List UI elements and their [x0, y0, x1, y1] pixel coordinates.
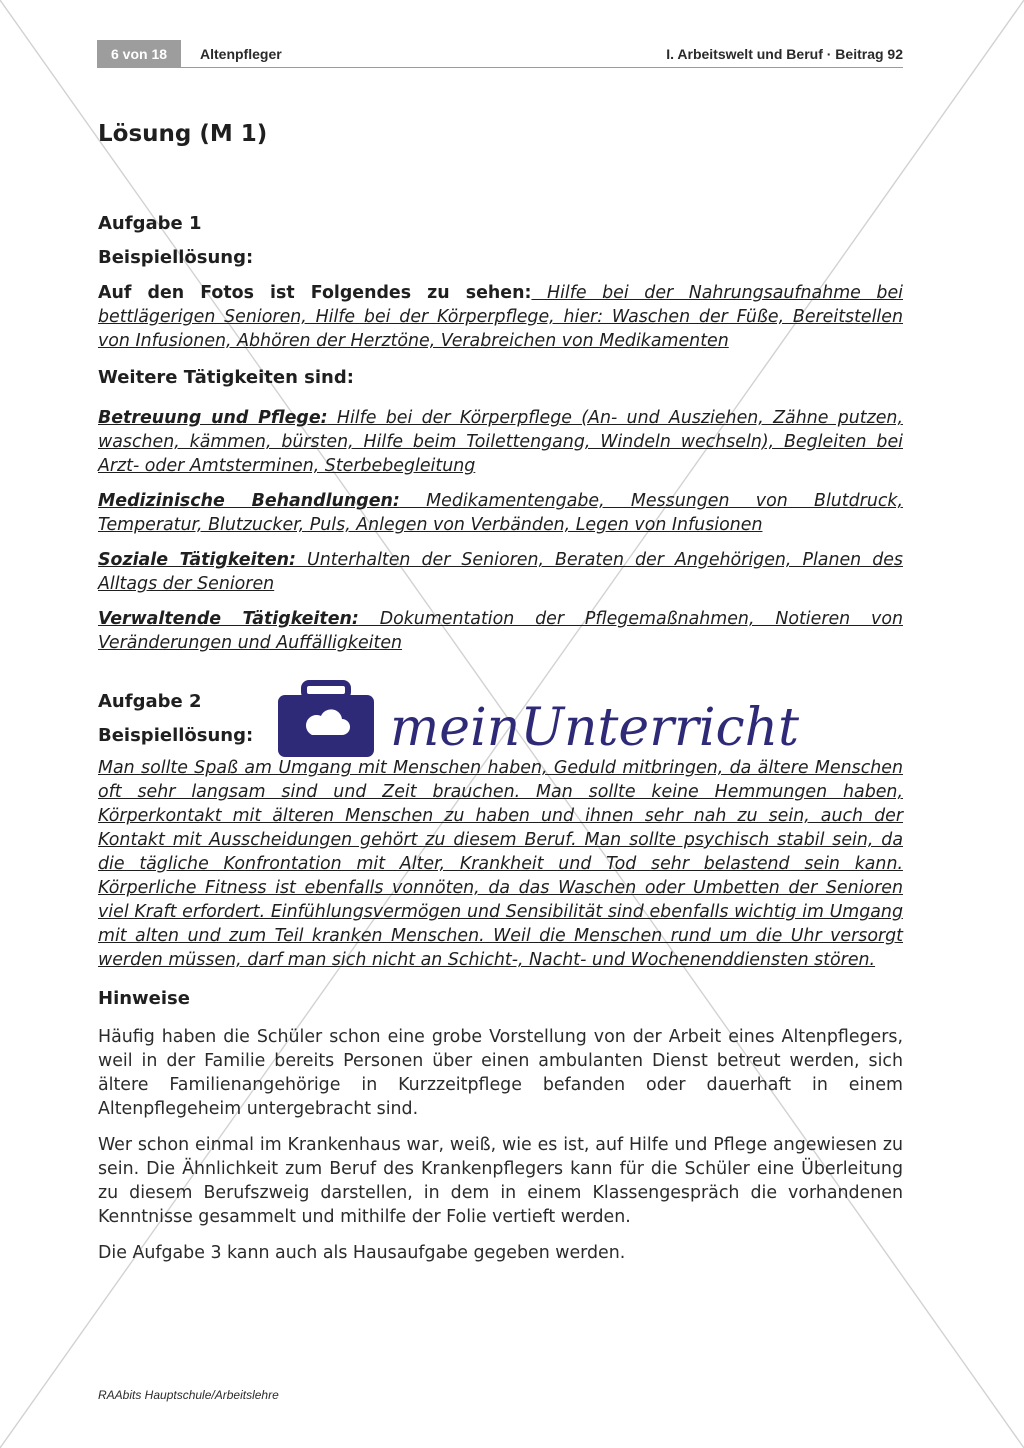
- fotos-paragraph: [98, 281, 903, 353]
- activity-item-verwaltend: [98, 607, 903, 655]
- aufgabe2-answer-text: Man sollte Spaß am Umgang mit Menschen haben, Geduld mitbringen, da ältere Menschen oft sehr langsam sind und Zeit brauchen. Man sollte keine Hemmungen haben, Körperkontakt mit älteren Menschen zu haben und ihnen sehr nah zu sein, auch der Kontakt mit Ausscheidungen gehört zu diesem Beruf. Man sollte psychisch stabil sein, da die tägliche Konfrontation mit Alter, Krankheit und Tod sehr belastend sein kann. Körperliche Fitness ist ebenfalls vonnöten, da das Waschen oder Umbetten der Senioren viel Kraft erfordert. Einfühlungsvermögen und Sensibilität sind ebenfalls wichtig im Umgang mit alten und zum Teil kranken Menschen. Weil die Menschen rund um die Uhr versorgt werden müssen, darf man sich nicht an Schicht-, Nacht- und Wochenenddiensten stören.: [98, 758, 903, 970]
- header-rule: [181, 67, 903, 68]
- aufgabe2-beispiel-heading: Beispiellösung:: [98, 725, 254, 746]
- activity-label: Betreuung und Pflege:: [98, 408, 328, 428]
- aufgabe1-beispiel-heading: Beispiellösung:: [98, 247, 254, 268]
- activity-text: Unterhalten der Senioren, Beraten der Angehörigen, Planen des Alltags der Senioren: [98, 550, 903, 594]
- activity-label: Soziale Tätigkeiten:: [98, 550, 296, 570]
- watermark-brand: meinUnterricht: [390, 698, 800, 758]
- hinweise-heading: Hinweise: [98, 988, 190, 1009]
- activity-text: Dokumentation der Pflegemaßnahmen, Notieren von Veränderungen und Auffälligkeiten: [98, 609, 903, 653]
- aufgabe1-heading: Aufgabe 1: [98, 213, 202, 234]
- activity-label: Medizinische Behandlungen:: [98, 491, 400, 511]
- aufgabe2-answer: [98, 756, 903, 972]
- meinunterricht-watermark: [278, 683, 800, 759]
- header-section: I. Arbeitswelt und Beruf · Beitrag 92: [666, 46, 903, 62]
- activity-text: Medikamentengabe, Messungen von Blutdruck, Temperatur, Blutzucker, Puls, Anlegen von Verbänden, Legen von Infusionen: [98, 491, 903, 535]
- hinweise-paragraph: Wer schon einmal im Krankenhaus war, weiß, wie es ist, auf Hilfe und Pflege angewiesen zu sein. Die Ähnlichkeit zum Beruf des Krankenpflegers kann für die Schüler eine Überleitung zu diesem Berufszweig darstellen, in dem in einem Klassengespräch die vorhandenen Kenntnisse gesammelt und mithilfe der Folie vertieft werden.: [98, 1135, 903, 1227]
- briefcase-cloud-icon: [278, 683, 374, 757]
- header-title: Altenpfleger: [200, 46, 282, 62]
- activity-text: Hilfe bei der Körperpflege (An- und Ausziehen, Zähne putzen, waschen, kämmen, bürsten, Hilfe beim Toilettengang, Windeln wechseln), Begleiten bei Arzt- oder Amtsterminen, Sterbebegleitung: [98, 408, 903, 476]
- aufgabe2-heading: Aufgabe 2: [98, 691, 202, 712]
- page-header: [97, 40, 903, 68]
- activity-item-medizinisch: [98, 489, 903, 537]
- fotos-lead: Auf den Fotos ist Folgendes zu sehen:: [98, 283, 532, 303]
- page-number-badge: 6 von 18: [97, 40, 181, 68]
- activity-item-betreuung: [98, 406, 903, 478]
- activity-item-sozial: [98, 548, 903, 596]
- weitere-heading: Weitere Tätigkeiten sind:: [98, 367, 354, 388]
- page-title: Lösung (M 1): [98, 121, 268, 147]
- hinweise-paragraph: Häufig haben die Schüler schon eine grobe Vorstellung von der Arbeit eines Altenpflegers, weil in der Familie bereits Personen über einen ambulanten Dienst betreut werden, sich ältere Familienangehörige in Kurzzeitpflege befanden oder dauerhaft in einem Altenpflegeheim untergebracht sind.: [98, 1027, 903, 1119]
- fotos-text: Hilfe bei der Nahrungsaufnahme bei bettlägerigen Senioren, Hilfe bei der Körperpflege, hier: Waschen der Füße, Bereitstellen von Infusionen, Abhören der Herztöne, Verabreichen von Medikamenten: [98, 283, 903, 351]
- activity-label: Verwaltende Tätigkeiten:: [98, 609, 359, 629]
- footer-source: RAAbits Hauptschule/Arbeitslehre: [98, 1388, 279, 1402]
- hinweise-paragraph: Die Aufgabe 3 kann auch als Hausaufgabe gegeben werden.: [98, 1243, 626, 1263]
